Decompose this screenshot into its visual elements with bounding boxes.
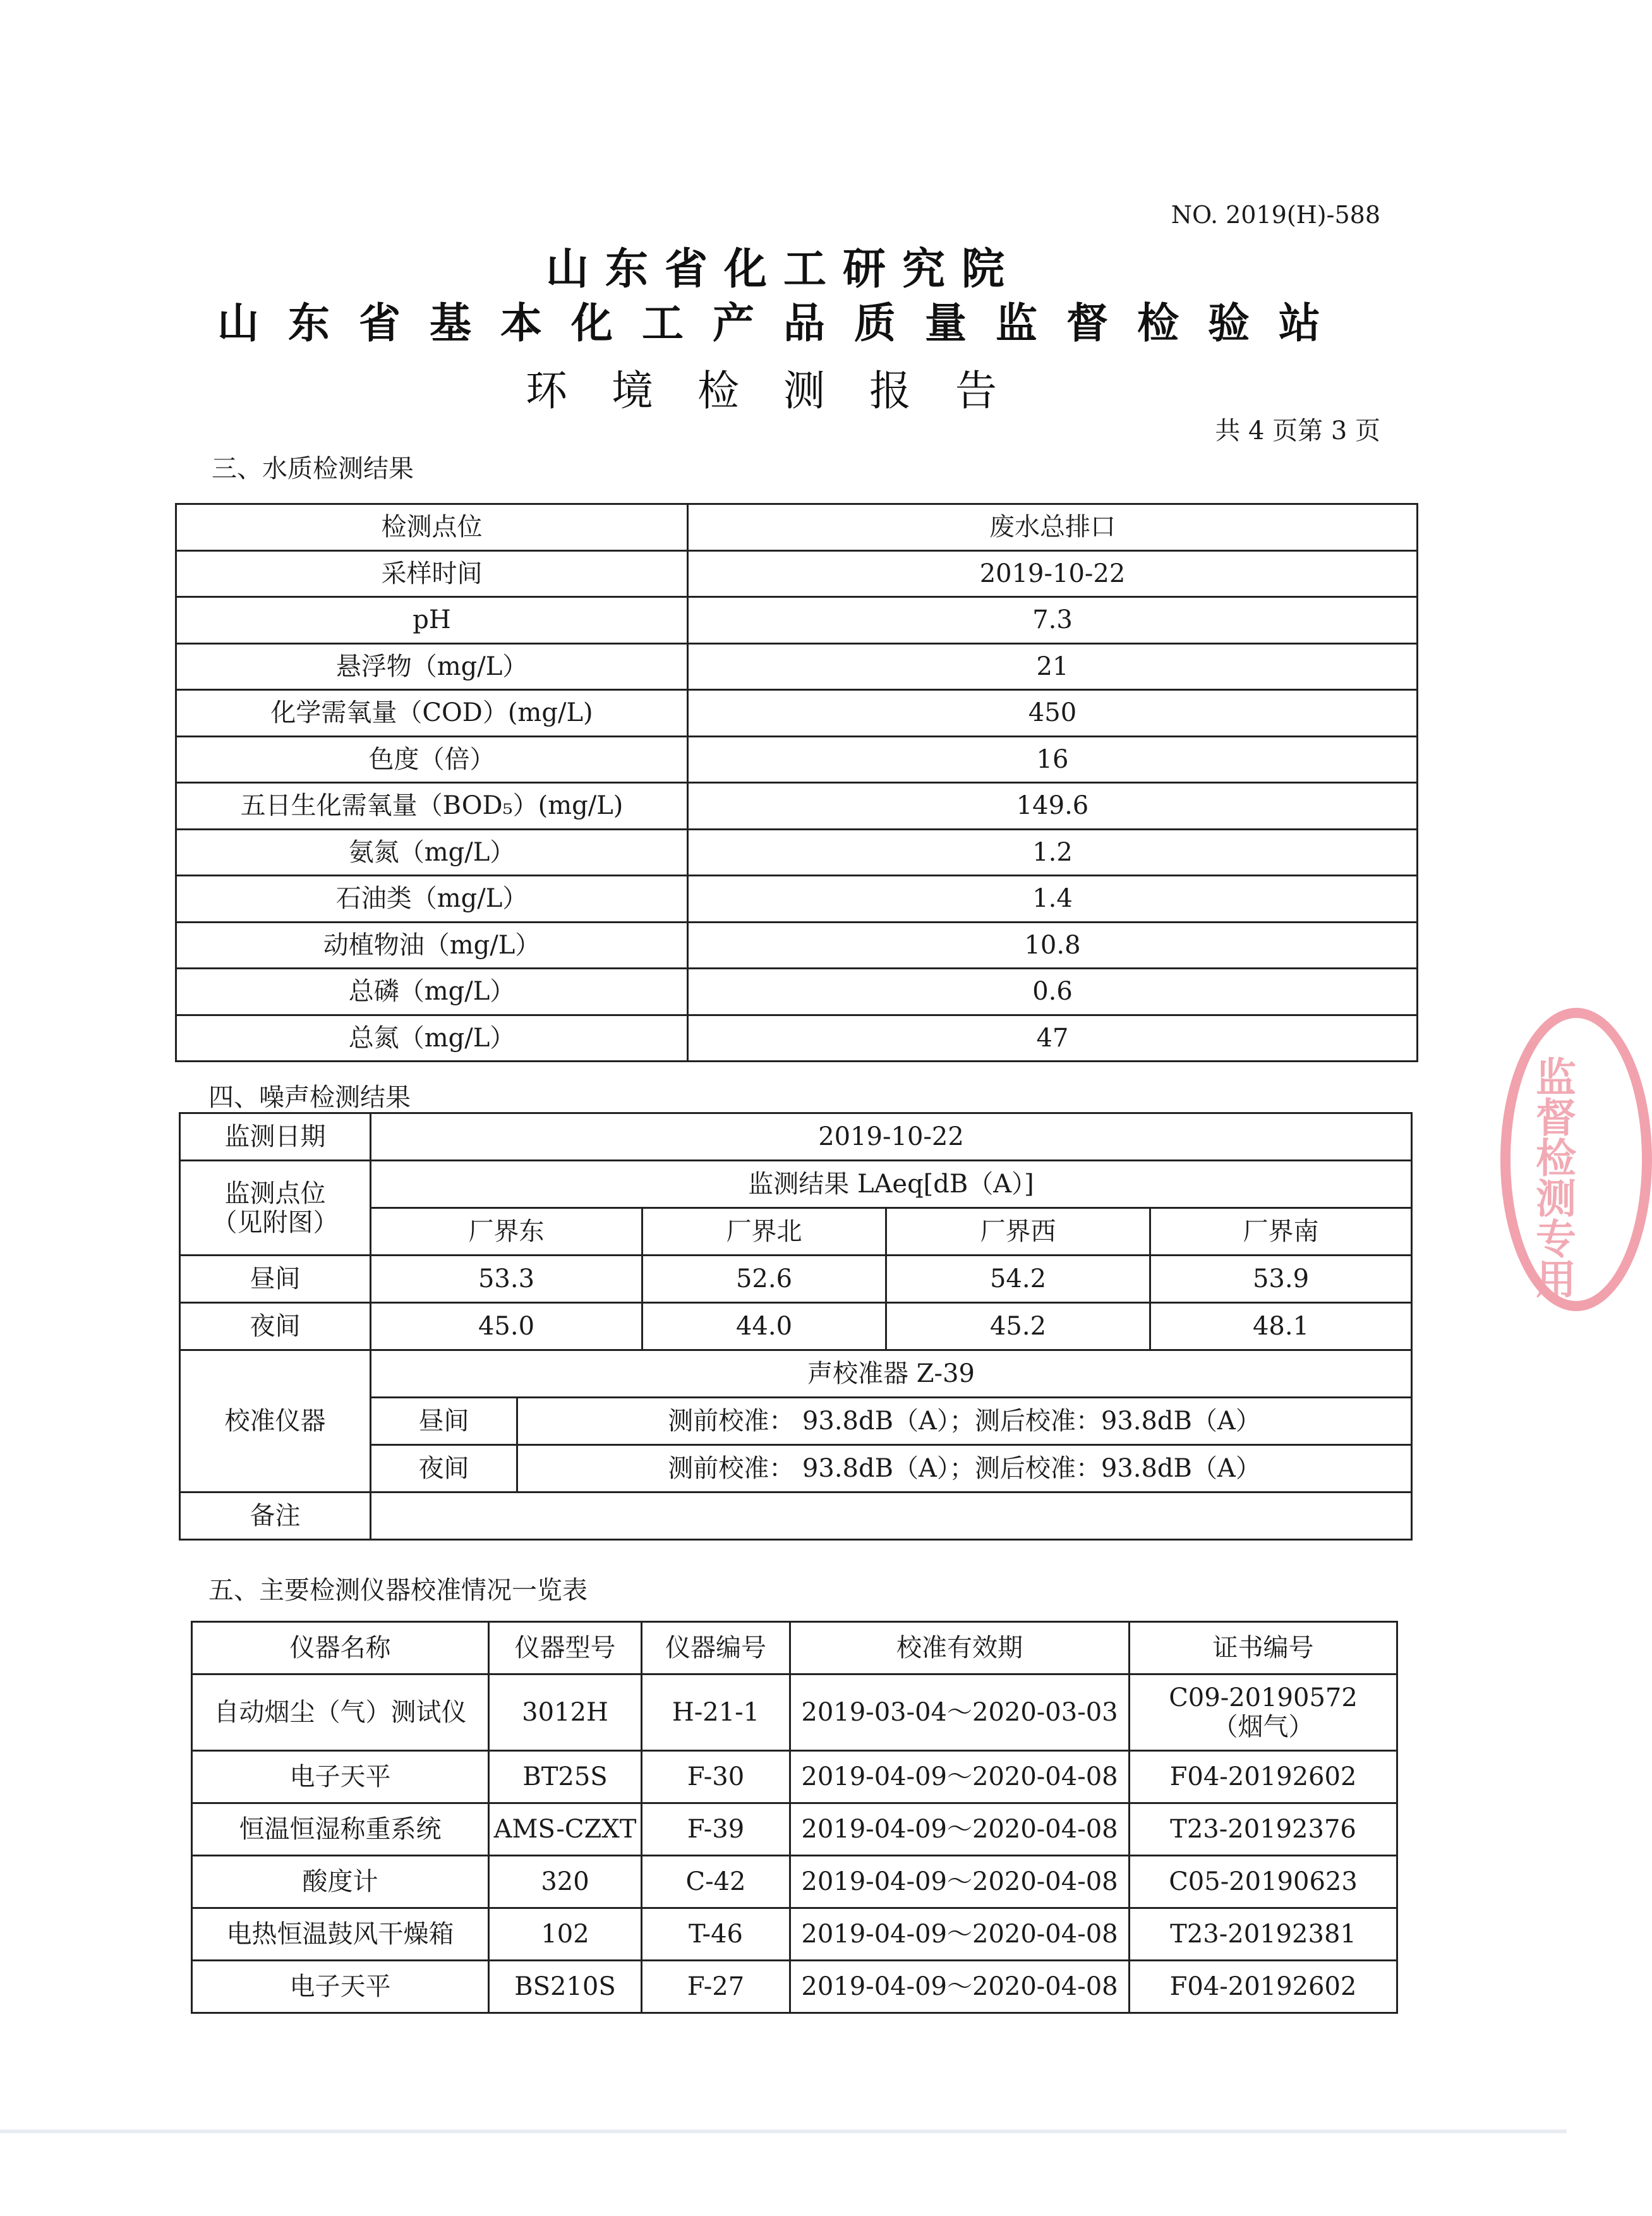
header-certificate: 证书编号	[1130, 1622, 1397, 1674]
report-title: 环境检测报告	[526, 366, 1041, 415]
instrument-certificate: T23-20192376	[1130, 1803, 1397, 1856]
instrument-number: F-30	[642, 1751, 790, 1803]
inspection-seal	[1500, 1008, 1652, 1311]
instrument-validity: 2019-04-09～2020-04-08	[790, 1803, 1130, 1856]
instrument-name: 电热恒温鼓风干燥箱	[192, 1908, 489, 1961]
night-label: 夜间	[180, 1303, 371, 1350]
column-west: 厂界西	[886, 1208, 1150, 1256]
calib-night-value: 测前校准： 93.8dB（A）；测后校准：93.8dB（A）	[517, 1445, 1412, 1492]
night-north: 44.0	[642, 1303, 886, 1350]
water-item-label: 动植物油（mg/L）	[176, 922, 688, 969]
instrument-number: T-46	[642, 1908, 790, 1961]
column-east: 厂界东	[371, 1208, 642, 1256]
water-item-label: pH	[176, 597, 688, 644]
water-item-value: 450	[688, 690, 1418, 737]
water-item-label: 检测点位	[176, 504, 688, 551]
water-item-value: 2019-10-22	[688, 550, 1418, 597]
result-label: 监测结果 LAeq[dB（A）]	[371, 1161, 1412, 1208]
instrument-model: 3012H	[489, 1674, 642, 1751]
instrument-row	[192, 1803, 1397, 1856]
instrument-validity: 2019-04-09～2020-04-08	[790, 1908, 1130, 1961]
water-row	[176, 829, 1418, 876]
noise-result-header-row	[180, 1161, 1412, 1208]
instrument-validity: 2019-04-09～2020-04-08	[790, 1856, 1130, 1908]
noise-table	[179, 1112, 1413, 1541]
instrument-name: 恒温恒湿称重系统	[192, 1803, 489, 1856]
header-name: 仪器名称	[192, 1622, 489, 1674]
water-row	[176, 783, 1418, 830]
water-item-value: 1.2	[688, 829, 1418, 876]
day-east: 53.3	[371, 1256, 642, 1303]
column-north: 厂界北	[642, 1208, 886, 1256]
calib-device: 声校准器 Z-39	[371, 1350, 1412, 1398]
calib-night-label: 夜间	[371, 1445, 517, 1492]
point-note: （见附图）	[212, 1208, 339, 1237]
date-label: 监测日期	[180, 1113, 371, 1161]
water-row	[176, 969, 1418, 1015]
instrument-model: BS210S	[489, 1961, 642, 2013]
noise-date-row	[180, 1113, 1412, 1161]
instrument-number: F-39	[642, 1803, 790, 1856]
calib-day-label: 昼间	[371, 1398, 517, 1445]
water-item-label: 五日生化需氧量（BOD₅）(mg/L)	[176, 783, 688, 830]
station-title: 山东省基本化工产品质量监督检验站	[217, 298, 1349, 348]
report-number: NO. 2019(H)-588	[1171, 201, 1380, 229]
water-row	[176, 1015, 1418, 1062]
noise-day-row	[180, 1256, 1412, 1303]
water-item-value: 0.6	[688, 969, 1418, 1015]
calib-day-value: 测前校准： 93.8dB（A）；测后校准：93.8dB（A）	[517, 1398, 1412, 1445]
date-value: 2019-10-22	[371, 1113, 1412, 1161]
column-south: 厂界南	[1150, 1208, 1412, 1256]
water-item-label: 石油类（mg/L）	[176, 876, 688, 923]
water-quality-table	[175, 503, 1418, 1062]
instrument-row	[192, 1961, 1397, 2013]
water-item-value: 7.3	[688, 597, 1418, 644]
instrument-number: F-27	[642, 1961, 790, 2013]
water-item-label: 色度（倍）	[176, 736, 688, 783]
instrument-row	[192, 1908, 1397, 1961]
water-item-label: 化学需氧量（COD）(mg/L)	[176, 690, 688, 737]
instrument-certificate: T23-20192381	[1130, 1908, 1397, 1961]
instrument-name: 电子天平	[192, 1751, 489, 1803]
seal-text: 监督检测专用	[1529, 1056, 1576, 1299]
instrument-name: 酸度计	[192, 1856, 489, 1908]
noise-section-heading: 四、噪声检测结果	[208, 1083, 411, 1112]
water-item-value: 149.6	[688, 783, 1418, 830]
water-row	[176, 922, 1418, 969]
water-item-value: 废水总排口	[688, 504, 1418, 551]
header-model: 仪器型号	[489, 1622, 642, 1674]
instrument-certificate: C09-20190572 （烟气）	[1130, 1674, 1397, 1751]
instrument-name: 电子天平	[192, 1961, 489, 2013]
day-south: 53.9	[1150, 1256, 1412, 1303]
instrument-header-row	[192, 1622, 1397, 1674]
calib-label: 校准仪器	[180, 1350, 371, 1492]
water-row	[176, 550, 1418, 597]
water-row	[176, 504, 1418, 551]
instrument-validity: 2019-04-09～2020-04-08	[790, 1961, 1130, 2013]
water-item-value: 16	[688, 736, 1418, 783]
instrument-row	[192, 1674, 1397, 1751]
water-item-value: 21	[688, 643, 1418, 690]
water-row	[176, 736, 1418, 783]
noise-night-row	[180, 1303, 1412, 1350]
night-south: 48.1	[1150, 1303, 1412, 1350]
calib-device-row	[180, 1350, 1412, 1398]
instrument-model: BT25S	[489, 1751, 642, 1803]
instrument-model: 320	[489, 1856, 642, 1908]
remark-value	[371, 1492, 1412, 1540]
header-number: 仪器编号	[642, 1622, 790, 1674]
water-item-label: 悬浮物（mg/L）	[176, 643, 688, 690]
header-validity: 校准有效期	[790, 1622, 1130, 1674]
instrument-certificate: C05-20190623	[1130, 1856, 1397, 1908]
institute-title: 山东省化工研究院	[545, 244, 1021, 294]
instrument-row	[192, 1856, 1397, 1908]
page-count: 共 4 页第 3 页	[1215, 416, 1380, 445]
water-item-value: 10.8	[688, 922, 1418, 969]
water-item-value: 1.4	[688, 876, 1418, 923]
instrument-validity: 2019-04-09～2020-04-08	[790, 1751, 1130, 1803]
instrument-validity: 2019-03-04～2020-03-03	[790, 1674, 1130, 1751]
water-item-label: 采样时间	[176, 550, 688, 597]
instrument-row	[192, 1751, 1397, 1803]
night-west: 45.2	[886, 1303, 1150, 1350]
water-row	[176, 597, 1418, 644]
day-north: 52.6	[642, 1256, 886, 1303]
remark-row	[180, 1492, 1412, 1540]
water-row	[176, 643, 1418, 690]
instrument-section-heading: 五、主要检测仪器校准情况一览表	[208, 1576, 588, 1605]
day-west: 54.2	[886, 1256, 1150, 1303]
water-item-value: 47	[688, 1015, 1418, 1062]
water-item-label: 氨氮（mg/L）	[176, 829, 688, 876]
instrument-name: 自动烟尘（气）测试仪	[192, 1674, 489, 1751]
remark-label: 备注	[180, 1492, 371, 1540]
water-section-heading: 三、水质检测结果	[212, 454, 414, 483]
instrument-table	[191, 1621, 1398, 2014]
instrument-model: AMS-CZXT	[489, 1803, 642, 1856]
water-item-label: 总磷（mg/L）	[176, 969, 688, 1015]
scan-edge-line	[0, 2129, 1567, 2133]
instrument-certificate: F04-20192602	[1130, 1751, 1397, 1803]
water-item-label: 总氮（mg/L）	[176, 1015, 688, 1062]
point-label-cell	[180, 1161, 371, 1256]
instrument-number: H-21-1	[642, 1674, 790, 1751]
instrument-certificate: F04-20192602	[1130, 1961, 1397, 2013]
water-row	[176, 690, 1418, 737]
water-row	[176, 876, 1418, 923]
point-label: 监测点位	[224, 1178, 326, 1208]
instrument-number: C-42	[642, 1856, 790, 1908]
day-label: 昼间	[180, 1256, 371, 1303]
instrument-model: 102	[489, 1908, 642, 1961]
night-east: 45.0	[371, 1303, 642, 1350]
